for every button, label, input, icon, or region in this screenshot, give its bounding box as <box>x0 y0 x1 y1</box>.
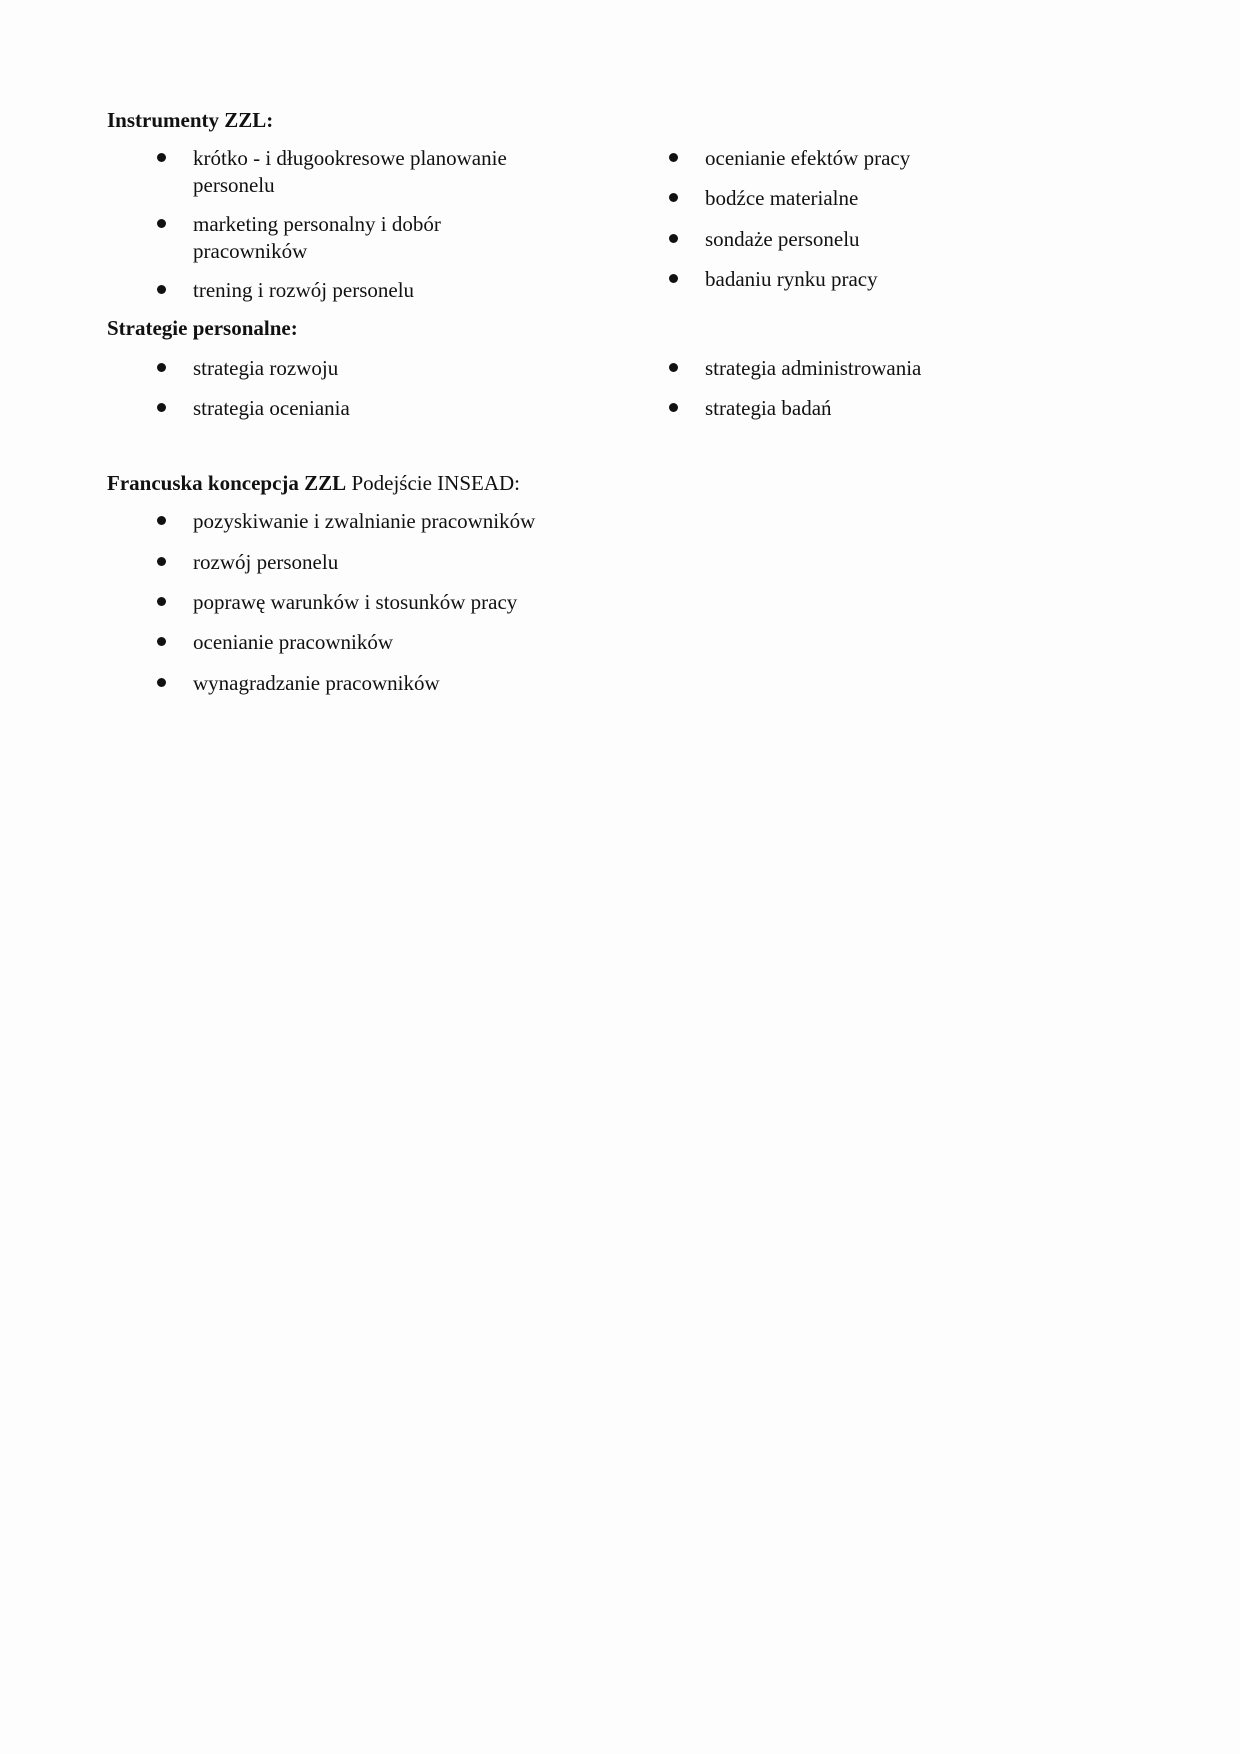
section-heading-instrumenty <box>107 106 273 134</box>
list-item-text: strategia oceniania <box>193 396 350 420</box>
bullet-icon <box>669 234 678 243</box>
heading-bold-text: Strategie personalne: <box>107 316 298 340</box>
bullet-icon <box>157 153 166 162</box>
list-item-text: wynagradzanie pracowników <box>193 671 440 695</box>
list-item-text-continued: pracowników <box>193 239 308 263</box>
bullet-icon <box>669 153 678 162</box>
bullet-icon <box>157 403 166 412</box>
list-item-text: bodźce materialne <box>705 186 859 210</box>
list-item-text: strategia administrowania <box>705 356 922 380</box>
list-item-text: poprawę warunków i stosunków pracy <box>193 590 518 614</box>
bullet-icon <box>157 363 166 372</box>
list-item-text: rozwój personelu <box>193 550 339 574</box>
list-item-text: ocenianie efektów pracy <box>705 146 911 170</box>
list-item-text: trening i rozwój personelu <box>193 278 415 302</box>
section-heading-strategie <box>107 314 298 342</box>
list-item-text: badaniu rynku pracy <box>705 267 878 291</box>
bullet-icon <box>669 193 678 202</box>
bullet-icon <box>157 678 166 687</box>
bullet-icon <box>669 274 678 283</box>
bullet-icon <box>157 597 166 606</box>
list-item-text-continued: personelu <box>193 173 275 197</box>
heading-bold-text: Instrumenty ZZL: <box>107 108 274 132</box>
list-item-text: strategia badań <box>705 396 832 420</box>
list-item-text: krótko - i długookresowe planowanie <box>193 146 507 170</box>
heading-bold-text: Francuska koncepcja ZZL <box>107 471 347 495</box>
bullet-icon <box>157 557 166 566</box>
list-item-text: strategia rozwoju <box>193 356 339 380</box>
bullet-icon <box>157 516 166 525</box>
list-item-text: sondaże personelu <box>705 227 860 251</box>
list-item-text: marketing personalny i dobór <box>193 212 441 236</box>
heading-rest-text: Podejście INSEAD: <box>346 471 521 495</box>
bullet-icon <box>157 285 166 294</box>
bullet-icon <box>669 403 678 412</box>
bullet-icon <box>157 637 166 646</box>
section-heading-francuska <box>107 469 520 497</box>
bullet-icon <box>157 219 166 228</box>
list-item-text: ocenianie pracowników <box>193 630 394 654</box>
list-item-text: pozyskiwanie i zwalnianie pracowników <box>193 509 536 533</box>
bullet-icon <box>669 363 678 372</box>
